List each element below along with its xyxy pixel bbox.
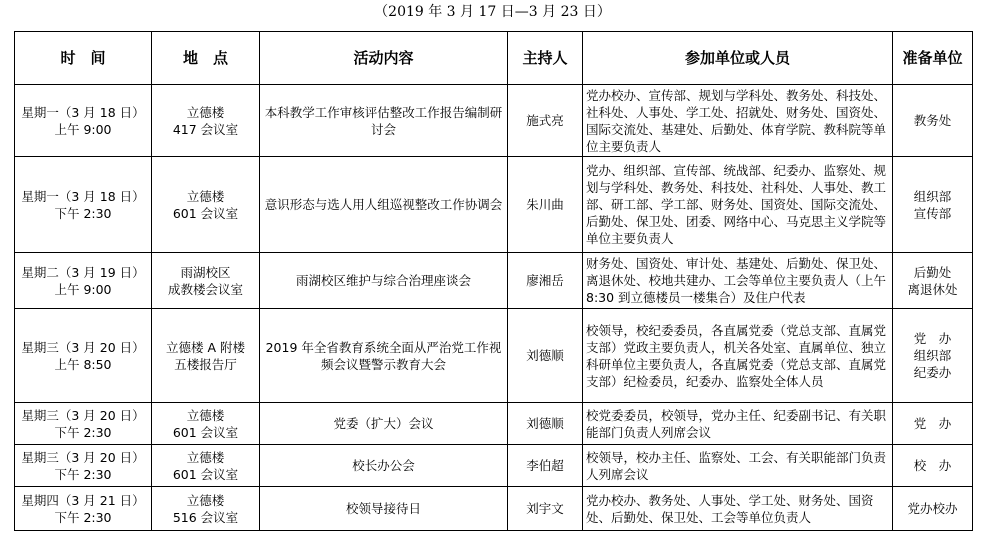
row-content: 本科教学工作审核评估整改工作报告编制研讨会: [260, 85, 508, 157]
row-place: 立德楼 516 会议室: [152, 487, 260, 531]
row-participants: 党办、组织部、宣传部、统战部、纪委办、监察处、规划与学科处、教务处、科技处、社科处、人事处、教工部、研工部、学工部、财务处、国资处、国际交流处、后勤处、保卫处、团委、网络中心、马克思主义学院等单位主要负责人: [583, 157, 893, 253]
table-row: [15, 445, 973, 487]
row-host: 施式亮: [508, 85, 583, 157]
schedule-table: [14, 31, 973, 531]
row-time: 星期三（3 月 20 日） 下午 2:30: [15, 403, 152, 445]
table-header-row: [15, 32, 973, 85]
row-prepare: 党 办: [893, 403, 973, 445]
header-time: 时 间: [15, 32, 152, 85]
row-prepare: 组织部 宣传部: [893, 157, 973, 253]
row-content: 雨湖校区维护与综合治理座谈会: [260, 253, 508, 309]
row-prepare: 校 办: [893, 445, 973, 487]
row-time: 星期一（3 月 18 日） 下午 2:30: [15, 157, 152, 253]
row-participants: 校领导，校纪委委员，各直属党委（党总支部、直属党支部）党政主要负责人，机关各处室、直属单位、独立科研单位主要负责人，各直属党委（党总支部、直属党支部）纪检委员，纪委办、监察处全体人员: [583, 309, 893, 403]
table-row: [15, 253, 973, 309]
row-place: 雨湖校区 成教楼会议室: [152, 253, 260, 309]
row-prepare: 后勤处 离退休处: [893, 253, 973, 309]
header-place: 地 点: [152, 32, 260, 85]
row-time: 星期二（3 月 19 日） 上午 9:00: [15, 253, 152, 309]
header-content: 活动内容: [260, 32, 508, 85]
row-prepare: 党 办 组织部 纪委办: [893, 309, 973, 403]
table-row: [15, 403, 973, 445]
row-content: 党委（扩大）会议: [260, 403, 508, 445]
row-host: 刘德顺: [508, 309, 583, 403]
row-place: 立德楼 601 会议室: [152, 445, 260, 487]
row-participants: 财务处、国资处、审计处、基建处、后勤处、保卫处、离退休处、校地共建办、工会等单位主要负责人（上午 8:30 到立德楼员一楼集合）及住户代表: [583, 253, 893, 309]
table-row: [15, 157, 973, 253]
row-time: 星期三（3 月 20 日） 上午 8:50: [15, 309, 152, 403]
row-place: 立德楼 417 会议室: [152, 85, 260, 157]
header-prepare: 准备单位: [893, 32, 973, 85]
header-participants: 参加单位或人员: [583, 32, 893, 85]
row-content: 校长办公会: [260, 445, 508, 487]
row-time: 星期一（3 月 18 日） 上午 9:00: [15, 85, 152, 157]
row-place: 立德楼 601 会议室: [152, 157, 260, 253]
row-host: 朱川曲: [508, 157, 583, 253]
header-host: 主持人: [508, 32, 583, 85]
row-place: 立德楼 601 会议室: [152, 403, 260, 445]
row-time: 星期三（3 月 20 日） 下午 2:30: [15, 445, 152, 487]
row-place: 立德楼 A 附楼 五楼报告厅: [152, 309, 260, 403]
schedule-subtitle: （2019 年 3 月 17 日—3 月 23 日）: [374, 4, 611, 20]
row-participants: 党办校办、宣传部、规划与学科处、教务处、科技处、社科处、人事处、学工处、招就处、财务处、国资处、国际交流处、基建处、后勤处、体育学院、教科院等单位主要负责人: [583, 85, 893, 157]
row-host: 李伯超: [508, 445, 583, 487]
row-content: 2019 年全省教育系统全面从严治党工作视频会议暨警示教育大会: [260, 309, 508, 403]
row-host: 刘宇文: [508, 487, 583, 531]
table-row: [15, 309, 973, 403]
row-participants: 校党委委员，校领导，党办主任、纪委副书记、有关职能部门负责人列席会议: [583, 403, 893, 445]
table-row: [15, 85, 973, 157]
row-content: 校领导接待日: [260, 487, 508, 531]
row-participants: 党办校办、教务处、人事处、学工处、财务处、国资处、后勤处、保卫处、工会等单位负责人: [583, 487, 893, 531]
row-content: 意识形态与选人用人组巡视整改工作协调会: [260, 157, 508, 253]
row-prepare: 党办校办: [893, 487, 973, 531]
row-prepare: 教务处: [893, 85, 973, 157]
row-host: 廖湘岳: [508, 253, 583, 309]
row-time: 星期四（3 月 21 日） 下午 2:30: [15, 487, 152, 531]
table-row: [15, 487, 973, 531]
row-participants: 校领导，校办主任、监察处、工会、有关职能部门负责人列席会议: [583, 445, 893, 487]
row-host: 刘德顺: [508, 403, 583, 445]
